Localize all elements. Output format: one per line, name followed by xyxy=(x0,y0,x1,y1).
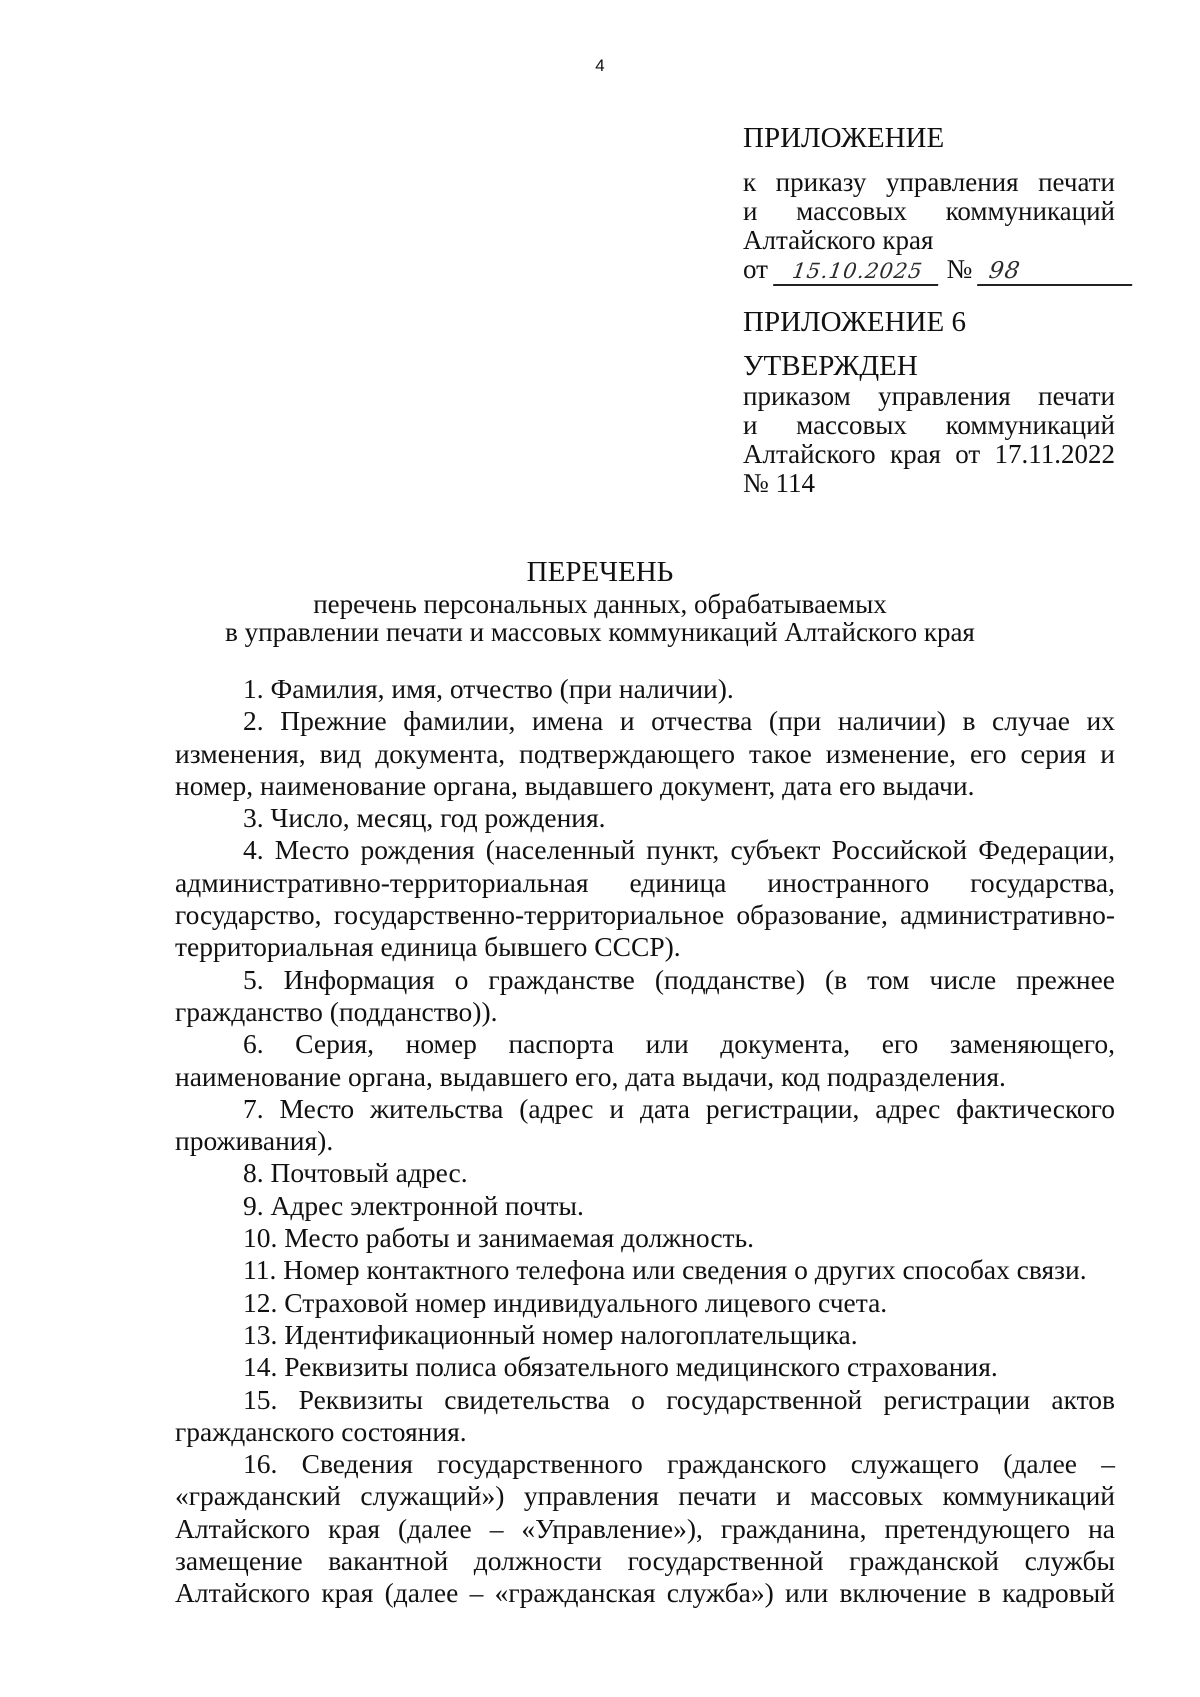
list-subtitle-line: перечень персональных данных, обрабатываемых xyxy=(313,589,887,619)
list-body xyxy=(175,673,1115,1610)
appendix6-line: Алтайского края от 17.11.2022 xyxy=(743,439,1115,469)
number-prefix: № xyxy=(946,254,973,284)
list-item: 6. Серия, номер паспорта или документа, его заменяющего, наименование органа, выдавшего его, дата выдачи, код подразделения. xyxy=(175,1028,1115,1092)
appendix-line: и массовых коммуникаций xyxy=(743,196,1115,226)
appendix-block xyxy=(743,122,1115,286)
approved-label: УТВЕРЖДЕН xyxy=(743,350,918,382)
list-item: 12. Страховой номер индивидуального лицевого счета. xyxy=(243,1286,888,1318)
list-item: 5. Информация о гражданстве (подданстве) (в том числе прежнее гражданство (подданство)). xyxy=(175,963,1115,1027)
list-item: 8. Почтовый адрес. xyxy=(243,1157,468,1189)
list-item: 9. Адрес электронной почты. xyxy=(243,1189,584,1221)
list-item: 7. Место жительства (адрес и дата регистрации, адрес фактического проживания). xyxy=(175,1092,1115,1157)
list-item: 15. Реквизиты свидетельства о государственной регистрации актов гражданского состояния. xyxy=(175,1383,1115,1447)
list-item: 1. Фамилия, имя, отчество (при наличии). xyxy=(243,673,734,704)
appendix6-title: ПРИЛОЖЕНИЕ 6 xyxy=(743,306,966,338)
list-title-block xyxy=(0,556,1200,646)
list-item: 16. Сведения государственного гражданского служащего (далее – «гражданский служащий») управления печати и массовых коммуникаций Алтайского края (далее – «Управление»), гражданина, претендующего на замещение вакантной должности государственной гражданской службы Алтайского края (далее – «гражданская служба») или включение в кадровый xyxy=(175,1448,1115,1609)
list-item: 3. Число, месяц, год рождения. xyxy=(243,802,606,834)
list-item: 10. Место работы и занимаемая должность. xyxy=(243,1222,754,1254)
handwritten-date: 15.10.2025 xyxy=(773,258,942,286)
page-number: 4 xyxy=(595,56,605,75)
list-item: 13. Идентификационный номер налогоплательщика. xyxy=(243,1318,858,1350)
handwritten-number: 98 xyxy=(977,258,1136,286)
appendix-line: Алтайского края xyxy=(743,225,934,255)
list-subtitle-line: в управлении печати и массовых коммуникаций Алтайского края xyxy=(225,617,975,647)
list-item: 4. Место рождения (населенный пункт, субъект Российской Федерации, административно-территориальная единица иностранного государства, государство, государственно-территориальное образование, административно-территориальная единица бывшего СССР). xyxy=(175,834,1115,963)
appendix6-line: № 114 xyxy=(743,468,816,498)
appendix6-line: приказом управления печати xyxy=(743,381,1115,411)
appendix-title: ПРИЛОЖЕНИЕ xyxy=(743,122,945,154)
appendix6-block xyxy=(743,306,1115,498)
list-item: 11. Номер контактного телефона или сведения о других способах связи. xyxy=(243,1254,1087,1286)
appendix-date-line xyxy=(743,255,1115,286)
list-item: 14. Реквизиты полиса обязательного медицинского страхования. xyxy=(243,1351,998,1383)
list-title: ПЕРЕЧЕНЬ xyxy=(526,556,674,588)
appendix-line: к приказу управления печати xyxy=(743,167,1115,197)
list-item: 2. Прежние фамилии, имена и отчества (при наличии) в случае их изменения, вид документа, подтверждающего такое изменение, его серия и номер, наименование органа, выдавшего документ, дата его выдачи. xyxy=(175,705,1115,801)
date-prefix: от xyxy=(743,254,768,284)
appendix6-line: и массовых коммуникаций xyxy=(743,410,1115,440)
